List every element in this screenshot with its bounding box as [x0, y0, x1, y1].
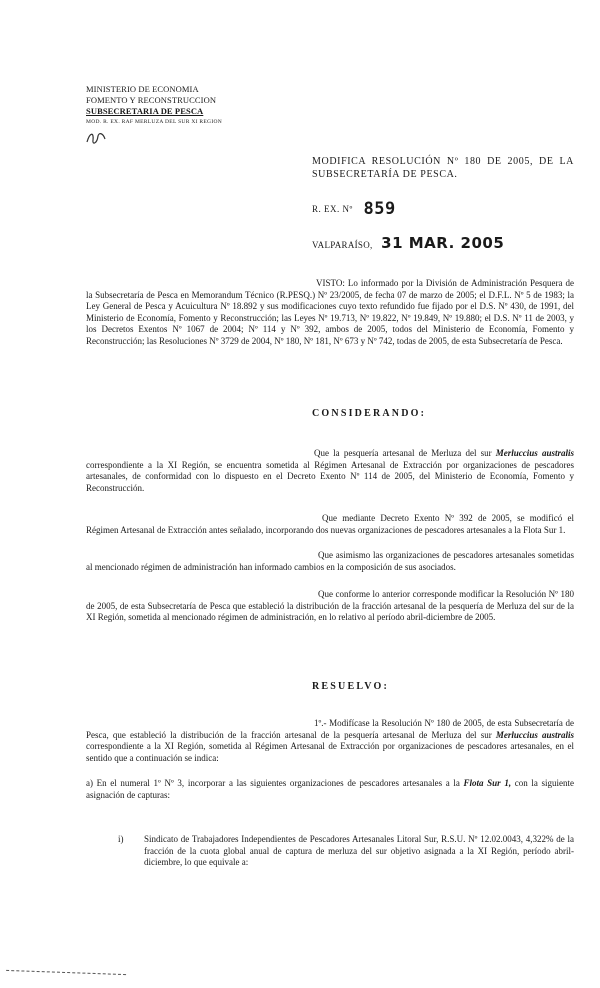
place-date-line	[312, 234, 504, 252]
visto-paragraph: VISTO: Lo informado por la División de Administración Pesquera de la Subsecretaría de Pesca en Memorandum Técnico (R.PESQ.) Nº 23/2005, de fecha 07 de marzo de 2005; el D.F.L. Nº 5 de 1983; la Ley General de Pesca y Acuicultura Nº 18.892 y sus modificaciones cuyo texto refundido fue fijado por el D.S. Nº 430, de 1991, del Ministerio de Economía, Fomento y Reconstrucción; las Leyes Nº 19.713, Nº 19.822, Nº 19.849, Nº 19.880; el D.S. Nº 11 de 2003, y los Decretos Exentos Nº 1067 de 2004; Nº 114 y Nº 392, ambos de 2005, todos del Ministerio de Economía, Fomento y Reconstrucción; las Resoluciones Nº 3729 de 2004, Nº 180, Nº 181, Nº 673 y Nº 742, todas de 2005, de esta Subsecretaría de Pesca.	[86, 278, 574, 346]
resolution-label: R. EX. Nº	[312, 204, 353, 214]
date-stamp: 31 MAR. 2005	[381, 234, 505, 252]
letterhead	[86, 84, 222, 128]
considerando-paragraph-3: Que asimismo las organizaciones de pescadores artesanales sometidas al mencionado régimen de administración han informado cambios en la composición de sus asociados.	[86, 550, 574, 572]
species-name: Merluccius australis	[495, 448, 574, 458]
resuelvo-item-a	[86, 778, 574, 801]
place: VALPARAÍSO,	[312, 240, 373, 250]
considerando-paragraph-2: Que mediante Decreto Exento Nº 392 de 2005, se modificó el Régimen Artesanal de Extracción antes señalado, incorporando dos nuevas organizaciones de pescadores artesanales a la Flota Sur 1.	[86, 513, 574, 535]
file-code: MOD. R. EX. RAF MERLUZA DEL SUR XI REGION	[86, 119, 223, 125]
resolution-number-stamp: 859	[363, 199, 396, 219]
considerando-paragraph-1	[86, 448, 574, 494]
resolution-subject: MODIFICA RESOLUCIÓN Nº 180 DE 2005, DE LA SUBSECRETARÍA DE PESCA.	[312, 156, 574, 180]
handwritten-initials-icon	[85, 130, 107, 146]
subsecretaria-name: SUBSECRETARIA DE PESCA	[86, 106, 204, 116]
r1-text-end: correspondiente a la XI Región, sometida al Régimen Artesanal de Extracción por organizaciones de pescadores artesanales, en el sentido que a continuación se indica:	[86, 741, 574, 763]
a-text-start: a) En el numeral 1º Nº 3, incorporar a las siguientes organizaciones de pescadores artesanales a la	[86, 778, 460, 788]
c1-text-start: Que la pesquería artesanal de Merluza del sur	[314, 448, 492, 458]
species-name: Merluccius australis	[495, 729, 574, 740]
resuelvo-paragraph-1	[86, 718, 574, 764]
resuelvo-item-i: Sindicato de Trabajadores Independientes de Pescadores Artesanales Litoral Sur, R.S.U. Nº 12.02.0043, 4,322% de la fracción de la cuota global anual de captura de merluza del sur objetivo asignada a la XI Región, período abril-diciembre, lo que equivale a:	[144, 834, 574, 868]
a-text-end: con la siguiente asignación de capturas:	[86, 778, 575, 800]
scan-artifact-divider	[6, 970, 126, 981]
resuelvo-heading: RESUELVO:	[312, 681, 390, 692]
considerando-paragraph-4: Que conforme lo anterior corresponde modificar la Resolución Nº 180 de 2005, de esta Subsecretaría de Pesca que estableció la distribución de la fracción artesanal de la pesquería de Merluza del sur de la XI Región, sometida al mencionado régimen de administración, en lo relativo al período abril-diciembre de 2005.	[86, 589, 574, 623]
fleet-name: Flota Sur 1,	[463, 778, 512, 788]
considerando-heading: CONSIDERANDO:	[312, 408, 427, 419]
ministry-subtitle: FOMENTO Y RECONSTRUCCION	[86, 95, 217, 105]
r1-text-start: 1º.- Modifícase la Resolución Nº 180 de 2005, de esta Subsecretaría de Pesca, que estableció la distribución de la fracción artesanal de la pesquería artesanal de Merluza del sur	[86, 718, 574, 740]
item-i-marker: i)	[118, 834, 124, 844]
ministry-name: MINISTERIO DE ECONOMIA	[86, 84, 199, 94]
resolution-number-line	[312, 197, 396, 217]
c1-text-end: correspondiente a la XI Región, se encuentra sometida al Régimen Artesanal de Extracción por organizaciones de pescadores artesanales, de conformidad con lo dispuesto en el Decreto Exento Nº 114 de 2005, del Ministerio de Economía, Fomento y Reconstrucción.	[86, 459, 574, 493]
